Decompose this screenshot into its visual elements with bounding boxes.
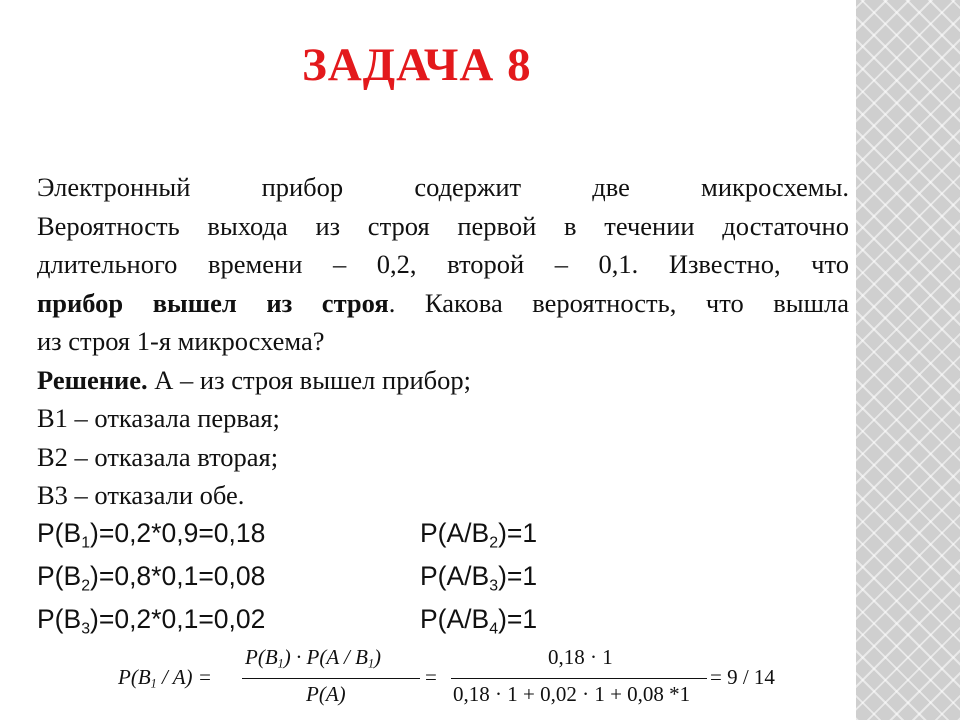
formula-result: = 9 / 14 (710, 665, 775, 689)
side-decorative-pattern (856, 0, 960, 720)
problem-line-3: длительного времени – 0,2, второй – 0,1. Известно, что (37, 249, 849, 279)
prob-text: P(B (37, 518, 82, 548)
fraction2-numerator: 0,18 · 1 (548, 645, 613, 669)
conditional-probability (420, 518, 538, 552)
prob-text: P(A/B (420, 604, 490, 634)
prob-text: )=0,2*0,1=0,02 (90, 604, 266, 634)
prob-text: )=1 (498, 518, 538, 548)
formula-text: P(B (245, 645, 278, 669)
problem-line-4 (37, 284, 849, 323)
bayes-formula (118, 645, 808, 711)
prob-subscript: 2 (489, 534, 499, 552)
prob-text: P(A/B (420, 518, 490, 548)
hypothesis-b3: В3 – отказали обе. (37, 480, 245, 510)
prob-subscript: 3 (81, 620, 91, 638)
prob-text: )=0,2*0,9=0,18 (90, 518, 266, 548)
emphasis-device-failed: прибор вышел из строя (37, 287, 389, 318)
prob-text: )=1 (498, 561, 538, 591)
fraction1-bar (242, 678, 420, 679)
fraction1-numerator (245, 645, 381, 670)
formula-text: ) (374, 645, 382, 669)
formula-subscript: 1 (367, 656, 375, 671)
formula-equals: = (425, 665, 437, 689)
formula-text: P(B (118, 665, 151, 689)
formula-text: / A) = (156, 665, 212, 689)
solution-line (37, 361, 849, 400)
prob-text: )=1 (498, 604, 538, 634)
problem-text (37, 168, 849, 515)
problem-line-5: из строя 1-я микросхема? (37, 326, 325, 356)
hypothesis-b1: В1 – отказала первая; (37, 403, 280, 433)
hypothesis-b2: В2 – отказала вторая; (37, 441, 279, 472)
prior-probability (37, 518, 266, 552)
prob-subscript: 1 (81, 534, 91, 552)
prob-text: P(B (37, 561, 82, 591)
slide-title: ЗАДАЧА 8 (302, 39, 532, 91)
formula-lhs (118, 665, 212, 690)
prob-text: P(B (37, 604, 82, 634)
prior-probability (37, 604, 266, 638)
conditional-probability (420, 561, 538, 595)
fraction1-denominator: P(A) (306, 682, 346, 706)
formula-subscript: 1 (150, 676, 157, 691)
solution-text: А – из строя вышел прибор; (147, 364, 471, 395)
formula-text: ) · P(A / B (283, 645, 368, 669)
problem-line-2: Вероятность выхода из строя первой в течении достаточно (37, 210, 849, 241)
problem-line-4-rest: . Какова вероятность, что вышла (388, 287, 849, 318)
prob-subscript: 3 (489, 577, 499, 595)
prob-text: P(A/B (420, 561, 490, 591)
prior-probability (37, 561, 266, 595)
formula-subscript: 1 (277, 656, 284, 671)
fraction2-bar (451, 678, 707, 679)
conditional-probability (420, 604, 538, 638)
prob-subscript: 4 (489, 620, 499, 638)
fraction2-denominator: 0,18 · 1 + 0,02 · 1 + 0,08 *1 (453, 682, 691, 706)
problem-line-1: Электронный прибор содержит две микросхемы. (37, 172, 849, 202)
solution-label: Решение. (37, 364, 148, 395)
prob-text: )=0,8*0,1=0,08 (90, 561, 266, 591)
prob-subscript: 2 (81, 577, 91, 595)
